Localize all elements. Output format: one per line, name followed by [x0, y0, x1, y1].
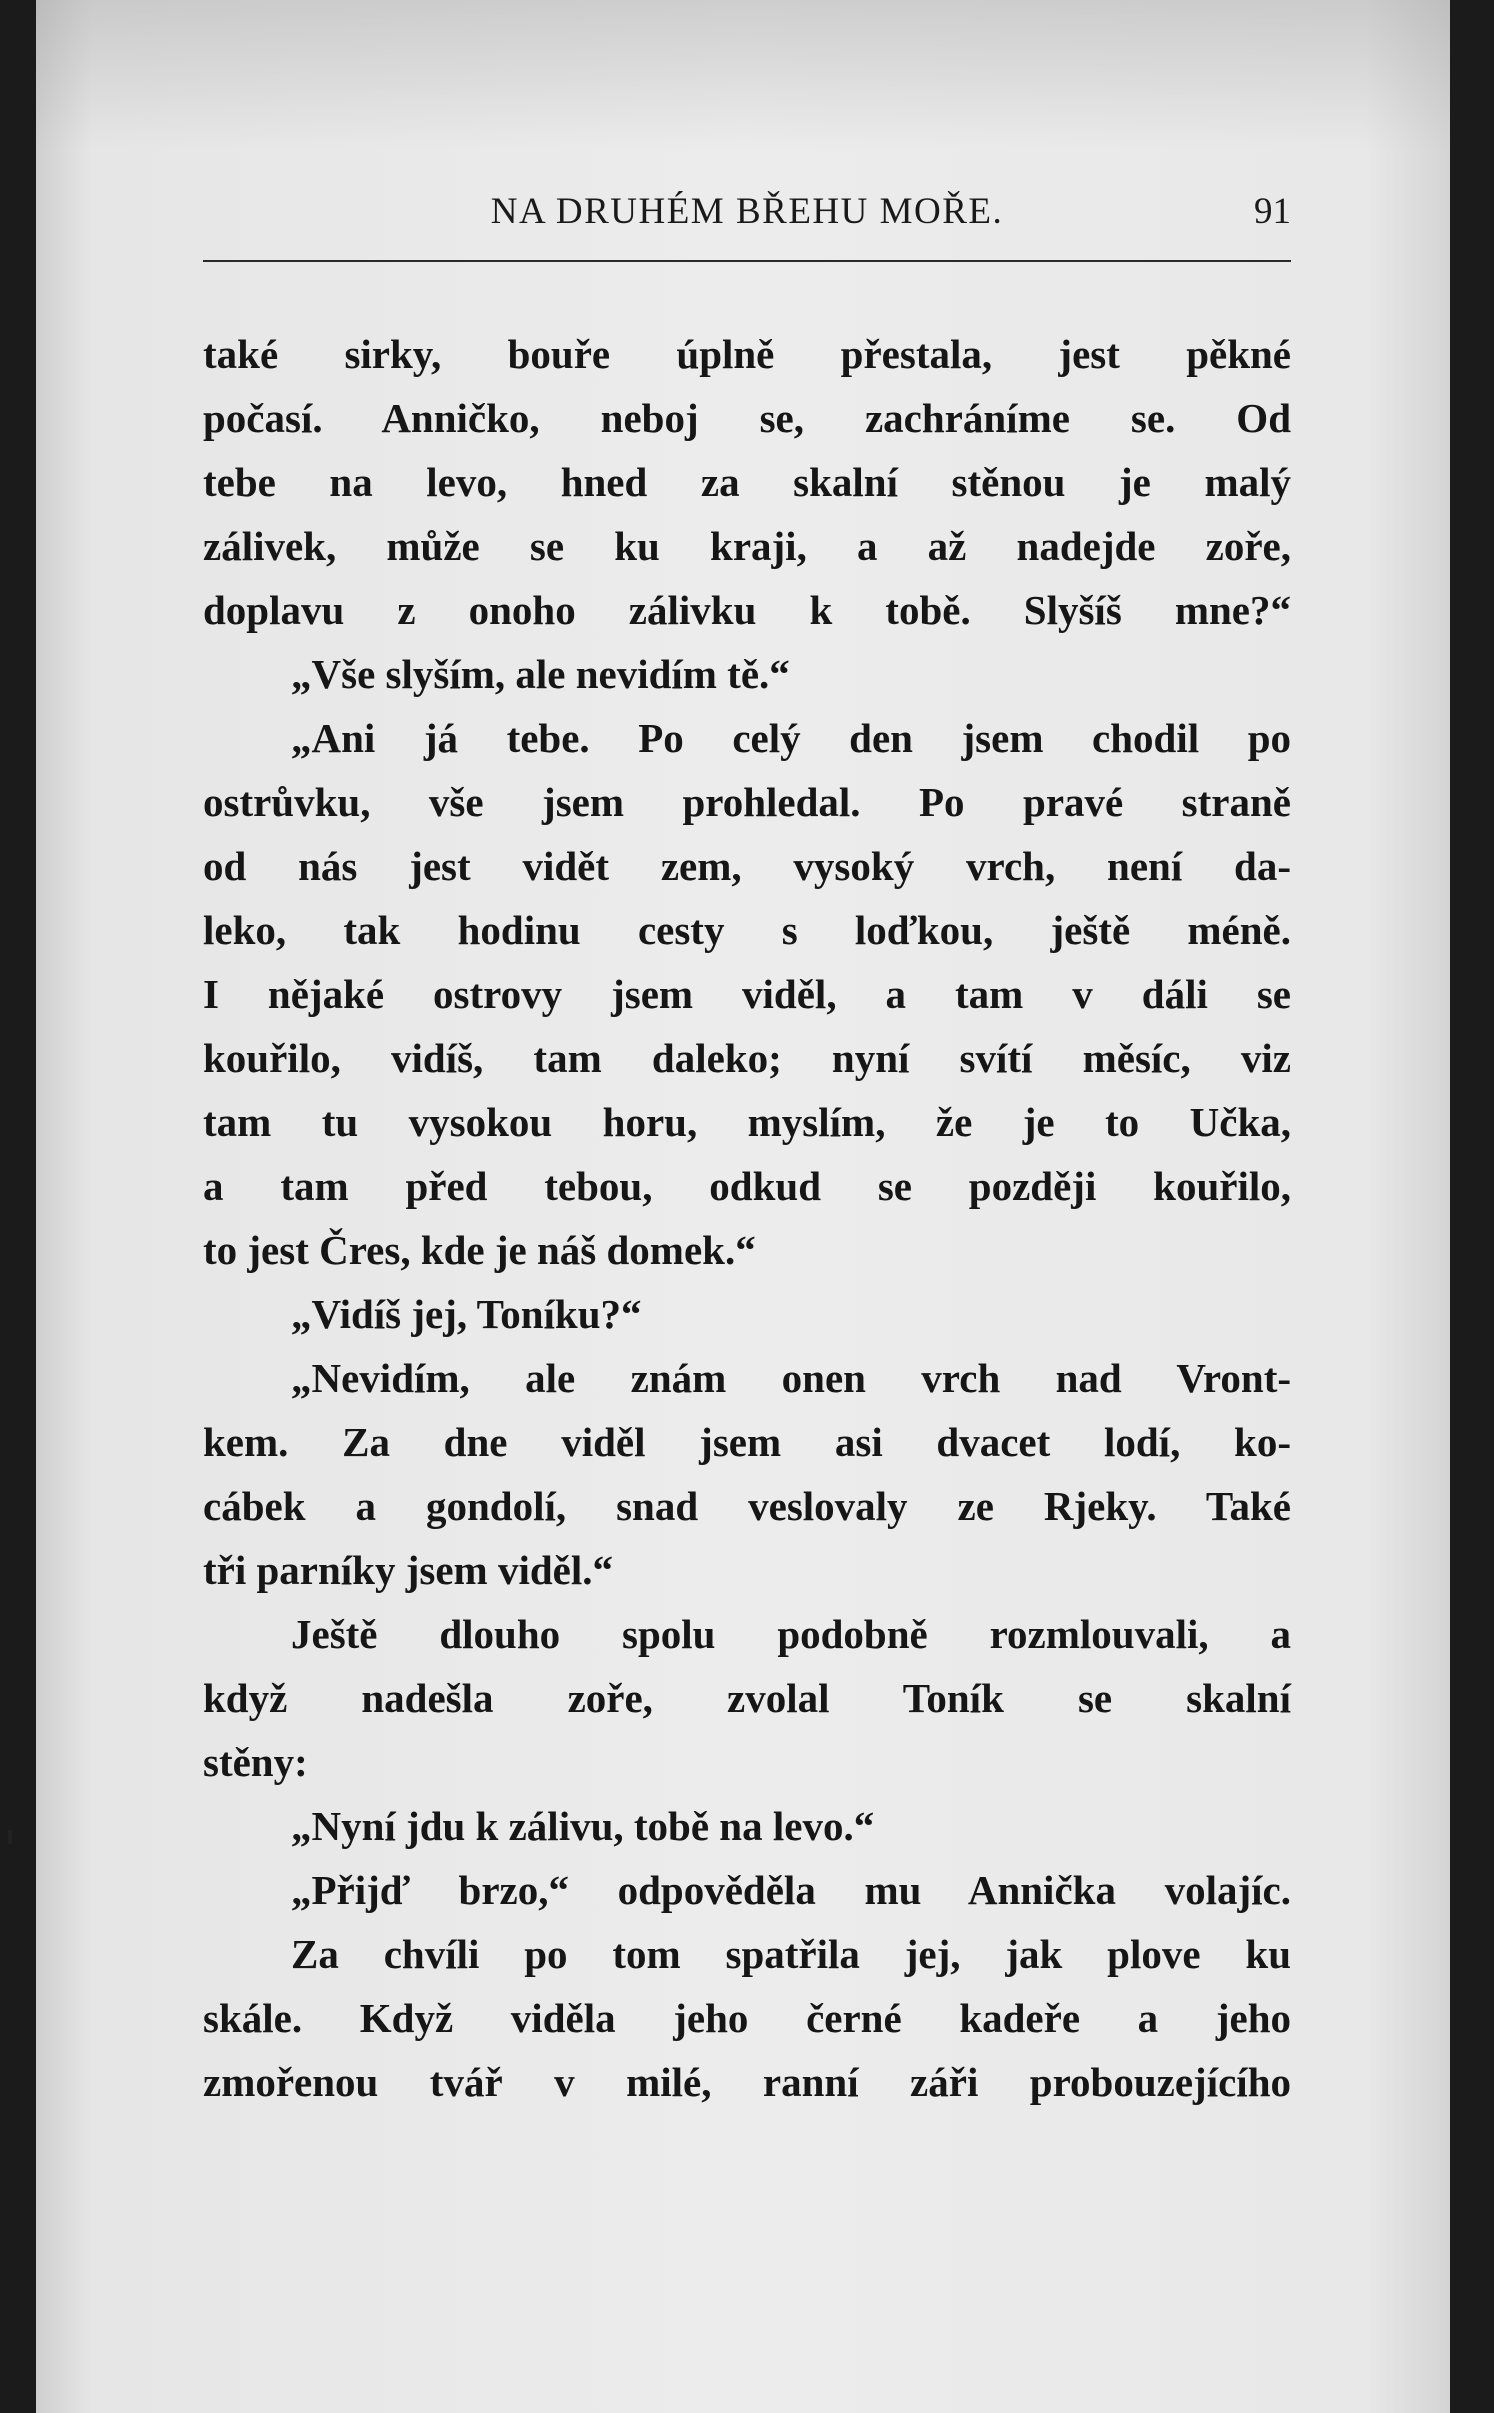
text-line: „Ani já tebe. Po celý den jsem chodil po	[291, 715, 1291, 761]
text-line: když nadešla zoře, zvolal Toník se skalní	[203, 1675, 1291, 1721]
header-rule	[203, 260, 1291, 262]
text-line: tebe na levo, hned za skalní stěnou je malý	[203, 459, 1291, 505]
page-edge-mark	[8, 1830, 12, 1844]
text-line: Za chvíli po tom spatřila jej, jak plove ku	[291, 1931, 1291, 1977]
text-line: „Nevidím, ale znám onen vrch nad Vront-	[291, 1355, 1291, 1401]
text-line: „Vše slyším, ale nevidím tě.“	[291, 651, 790, 697]
text-line: také sirky, bouře úplně přestala, jest pěkné	[203, 331, 1291, 377]
text-line: a tam před tebou, odkud se později kouřilo,	[203, 1163, 1291, 1209]
text-line: „Vidíš jej, Toníku?“	[291, 1291, 642, 1337]
text-line: od nás jest vidět zem, vysoký vrch, není da-	[203, 843, 1291, 889]
text-line: „Přijď brzo,“ odpověděla mu Annička volajíc.	[291, 1867, 1291, 1913]
text-line: kouřilo, vidíš, tam daleko; nyní svítí měsíc, viz	[203, 1035, 1291, 1081]
text-line: cábek a gondolí, snad veslovaly ze Rjeky. Také	[203, 1483, 1291, 1529]
text-line: zálivek, může se ku kraji, a až nadejde zoře,	[203, 523, 1291, 569]
text-line: zmořenou tvář v milé, ranní záři probouzejícího	[203, 2059, 1291, 2105]
text-line: doplavu z onoho zálivku k tobě. Slyšíš mne?“	[203, 587, 1291, 633]
text-line: Ještě dlouho spolu podobně rozmlouvali, a	[291, 1611, 1291, 1657]
text-line: I nějaké ostrovy jsem viděl, a tam v dáli se	[203, 971, 1291, 1017]
book-page	[36, 0, 1450, 2413]
text-line: „Nyní jdu k zálivu, tobě na levo.“	[291, 1803, 875, 1849]
text-line: kem. Za dne viděl jsem asi dvacet lodí, ko-	[203, 1419, 1291, 1465]
text-line: tři parníky jsem viděl.“	[203, 1547, 613, 1593]
text-line: leko, tak hodinu cesty s loďkou, ještě méně.	[203, 907, 1291, 953]
page-number: 91	[1254, 191, 1291, 232]
text-line: stěny:	[203, 1739, 308, 1785]
running-title: NA DRUHÉM BŘEHU MOŘE.	[490, 191, 1004, 232]
body-text	[203, 322, 1291, 2114]
text-line: skále. Když viděla jeho černé kadeře a jeho	[203, 1995, 1291, 2041]
text-line: počasí. Anničko, neboj se, zachráníme se. Od	[203, 395, 1291, 441]
text-line: ostrůvku, vše jsem prohledal. Po pravé straně	[203, 779, 1291, 825]
text-line: to jest Čres, kde je náš domek.“	[203, 1227, 756, 1273]
text-line: tam tu vysokou horu, myslím, že je to Učka,	[203, 1099, 1291, 1145]
running-header	[203, 190, 1291, 260]
